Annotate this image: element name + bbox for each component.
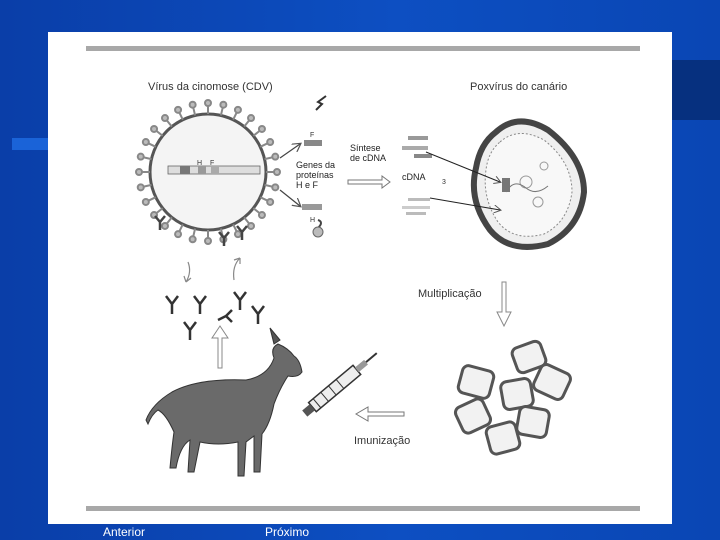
- dog-illustration: [146, 328, 302, 476]
- glycoprotein-head: [162, 223, 168, 229]
- dog-response-arrow: [212, 326, 228, 368]
- dark-block-right: [672, 60, 720, 120]
- immunization-label: Imunização: [354, 435, 411, 447]
- glycoprotein-head: [175, 231, 181, 237]
- previous-link[interactable]: Anterior: [103, 525, 146, 539]
- next-link[interactable]: Próximo: [265, 525, 310, 539]
- diagram-canvas: [48, 32, 672, 524]
- genes-label-line3: H e F: [296, 180, 319, 190]
- genome-label-h: H: [197, 160, 203, 167]
- arrow-to-h: [280, 190, 300, 206]
- gene-f-fragment: [304, 96, 326, 146]
- synthesis-arrow: [348, 176, 390, 188]
- glycoprotein-head: [205, 238, 211, 244]
- fragment-label-h: H: [310, 217, 316, 224]
- antibody-arrow-1: [184, 262, 191, 282]
- glycoprotein-head: [162, 115, 168, 121]
- glycoprotein-head: [143, 139, 149, 145]
- arrow-to-f: [280, 144, 300, 158]
- glycoprotein-head: [220, 102, 226, 108]
- slide: [48, 32, 672, 524]
- glycoprotein-head: [259, 126, 265, 132]
- glycoprotein-head: [259, 212, 265, 218]
- glycoprotein-head: [190, 102, 196, 108]
- multiplication-arrow: [497, 282, 511, 326]
- glycoprotein-head: [248, 223, 254, 229]
- cdna-label: cDNA: [402, 172, 426, 182]
- glycoprotein-head: [272, 184, 278, 190]
- glycoprotein-head: [143, 199, 149, 205]
- glycoprotein-head: [138, 154, 144, 160]
- syringe: [301, 349, 381, 419]
- glycoprotein-head: [235, 107, 241, 113]
- antibody-arrow-2: [234, 258, 240, 280]
- glycoprotein-head: [267, 199, 273, 205]
- glycoprotein-head: [267, 139, 273, 145]
- replicated-poxviruses: [453, 340, 572, 456]
- genes-label-line2: proteínas: [296, 170, 334, 180]
- glycoprotein-head: [205, 100, 211, 106]
- synthesis-label-line2: de cDNA: [350, 153, 387, 163]
- multiplication-label: Multiplicação: [418, 288, 482, 300]
- glycoprotein-head: [248, 115, 254, 121]
- synthesis-label-line1: Síntese: [350, 143, 381, 153]
- glycoprotein-head: [151, 126, 157, 132]
- poxvirus-title: Poxvírus do canário: [470, 81, 568, 93]
- glycoprotein-head: [274, 169, 280, 175]
- glycoprotein-head: [136, 169, 142, 175]
- genes-label-line1: Genes da: [296, 160, 336, 170]
- immunization-arrow: [356, 407, 404, 421]
- fragment-label-f: F: [310, 132, 315, 139]
- glycoprotein-head: [190, 236, 196, 242]
- virus-title: Vírus da cinomose (CDV): [148, 81, 273, 93]
- glycoprotein-head: [138, 184, 144, 190]
- glycoprotein-head: [175, 107, 181, 113]
- glycoprotein-head: [272, 154, 278, 160]
- marker-3: 3: [442, 179, 446, 186]
- glycoprotein-head: [235, 231, 241, 237]
- genome-label-f: F: [210, 160, 215, 167]
- cdv-virus-particle: [136, 100, 280, 244]
- poxvirus-particle: [474, 121, 584, 246]
- accent-bar-left: [12, 138, 48, 150]
